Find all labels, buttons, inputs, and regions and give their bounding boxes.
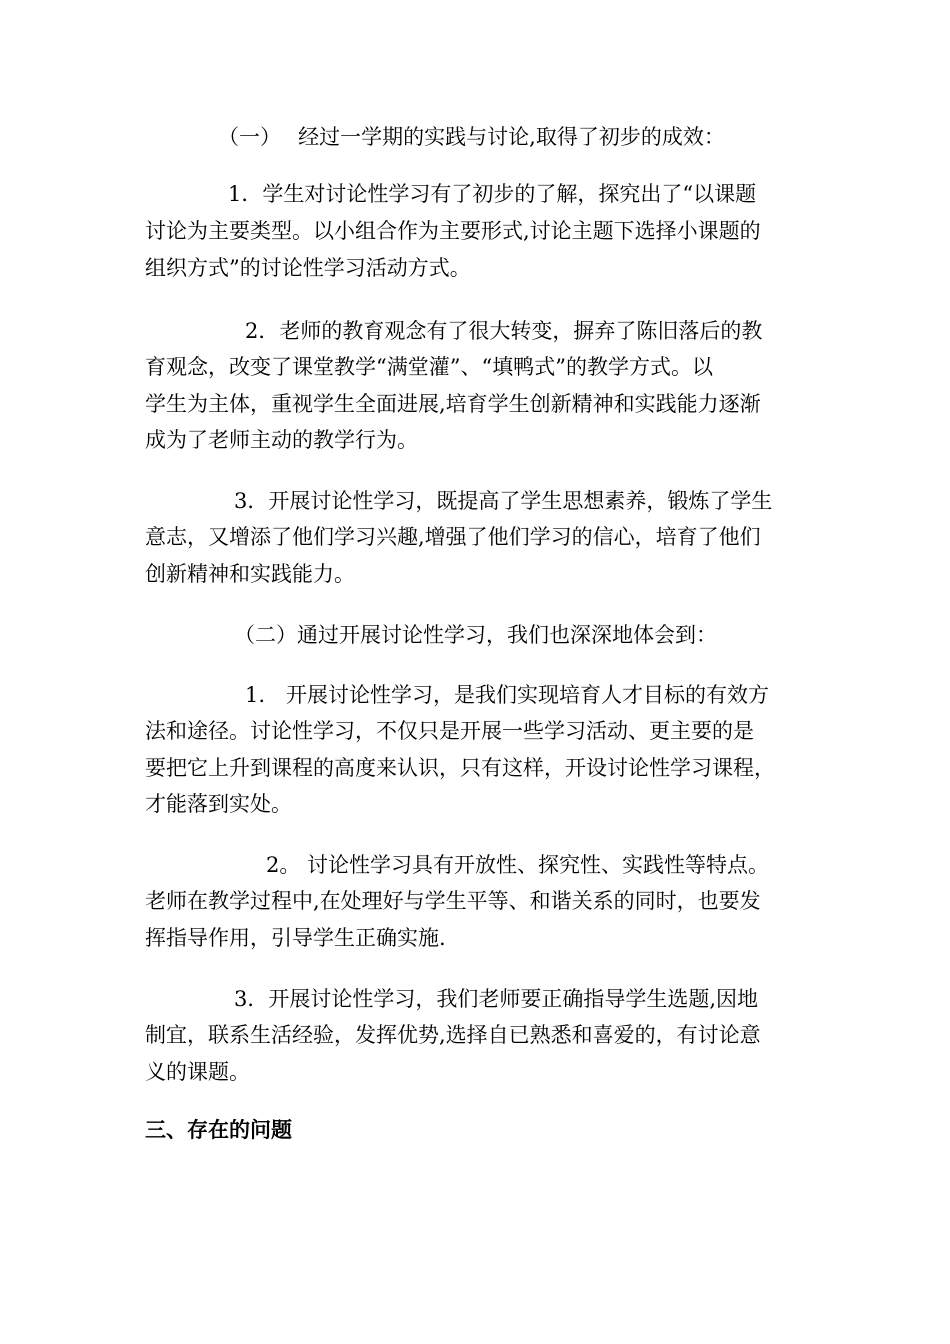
paragraph-6-line-3: 要把它上升到课程的高度来认识，只有这样，开设讨论性学习课程， xyxy=(145,756,775,780)
paragraph-6-line-1: 1. 开展讨论性学习，是我们实现培育人才目标的有效方 xyxy=(245,683,770,707)
paragraph-7-line-2: 老师在教学过程中,在处理好与学生平等、和谐关系的同时，也要发 xyxy=(145,889,761,913)
paragraph-5-line-1: （二）通过开展讨论性学习，我们也深深地体会到： xyxy=(234,623,717,647)
paragraph-6-line-2: 法和途径。讨论性学习，不仅只是开展一些学习活动、更主要的是 xyxy=(145,719,754,743)
paragraph-8-line-2: 制宜，联系生活经验，发挥优势,选择自已熟悉和喜爱的，有讨论意 xyxy=(145,1023,761,1047)
paragraph-3-line-3: 学生为主体，重视学生全面进展,培育学生创新精神和实践能力逐渐 xyxy=(145,392,761,416)
paragraph-8-line-3: 义的课题。 xyxy=(145,1060,250,1084)
paragraph-2-line-2: 讨论为主要类型。以小组合作为主要形式,讨论主题下选择小课题的 xyxy=(145,219,761,243)
paragraph-3-line-2: 育观念，改变了课堂教学“满堂灌”、“填鸭式”的教学方式。以 xyxy=(145,355,713,379)
paragraph-2-line-3: 组织方式”的讨论性学习活动方式。 xyxy=(145,256,471,280)
paragraph-7-line-1: 2。 讨论性学习具有开放性、探究性、实践性等特点。 xyxy=(266,853,770,877)
paragraph-4-line-2: 意志，又增添了他们学习兴趣,增强了他们学习的信心，培育了他们 xyxy=(145,525,761,549)
paragraph-2-line-1: 1．学生对讨论性学习有了初步的了解，探究出了“以课题 xyxy=(228,182,757,206)
section-heading: 三、存在的问题 xyxy=(145,1118,292,1142)
paragraph-8-line-1: 3．开展讨论性学习，我们老师要正确指导学生选题,因地 xyxy=(234,987,759,1011)
paragraph-7-line-3: 挥指导作用，引导学生正确实施. xyxy=(145,926,446,950)
paragraph-4-line-1: 3．开展讨论性学习，既提高了学生思想素养，锻炼了学生 xyxy=(234,489,773,513)
paragraph-1-line-1: （一） 经过一学期的实践与讨论,取得了初步的成效： xyxy=(218,125,725,149)
paragraph-3-line-4: 成为了老师主动的教学行为。 xyxy=(145,428,418,452)
paragraph-6-line-4: 才能落到实处。 xyxy=(145,792,292,816)
paragraph-4-line-3: 创新精神和实践能力。 xyxy=(145,562,355,586)
paragraph-3-line-1: 2．老师的教育观念有了很大转变，摒弃了陈旧落后的教 xyxy=(245,319,763,343)
